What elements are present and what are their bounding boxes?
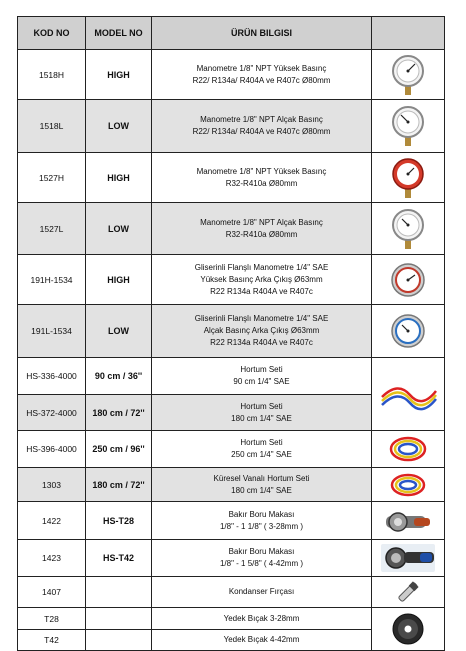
info-cell [152,50,372,100]
table-row [18,203,445,255]
image-cell [372,358,445,431]
info-line: Hortum Seti [240,438,283,447]
model-cell [86,608,152,630]
info-line: Gliserinli Flanşlı Manometre 1/4" SAE [194,262,329,272]
model-cell: 250 cm / 96'' [86,431,152,468]
image-cell [372,100,445,153]
model-cell [86,630,152,651]
info-line: Yedek Bıçak 3-28mm [223,613,300,623]
kod-cell: 1518L [18,100,86,153]
kod-cell: 1303 [18,468,86,502]
image-cell [372,153,445,203]
table-row [18,431,445,468]
image-cell [372,255,445,305]
info-line: Alçak Basınç Arka Çıkış Ø63mm [203,326,320,335]
info-line: Manometre 1/8" NPT Alçak Basınç [200,115,323,124]
info-line: Yüksek Basınç Arka Çıkış Ø63mm [200,274,323,284]
hose-coil-icon [372,434,444,464]
fin-comb-brush-icon [372,579,444,605]
hose-coil-valve-icon [372,471,444,499]
info-cell [152,305,372,358]
header-image [372,17,445,50]
white-gauge-icon [372,54,444,96]
info-line: Hortum Seti [240,365,283,374]
kod-cell: 191H-1534 [18,255,86,305]
table-row [18,153,445,203]
image-cell [372,203,445,255]
model-cell: HS-T28 [86,502,152,540]
pipe-cutter-large-icon [372,543,444,573]
table-row [18,100,445,153]
info-line: Hortum Seti [240,401,283,411]
model-cell [86,577,152,608]
model-cell: 90 cm / 36'' [86,358,152,395]
spare-blade-icon [372,611,444,647]
blue-flange-gauge-icon [372,313,444,349]
table-row [18,502,445,540]
image-cell [372,50,445,100]
table-row [18,577,445,608]
kod-cell: 1518H [18,50,86,100]
info-line: Gliserinli Flanşlı Manometre 1/4" SAE [194,314,329,323]
red-flange-gauge-icon [372,262,444,298]
info-line: R22/ R134a/ R404A ve R407c Ø80mm [192,75,331,85]
info-line: 180 cm 1/4" SAE [231,413,292,423]
image-cell [372,540,445,577]
info-line: Bakır Boru Makası [228,547,295,556]
red-gauge-icon [372,157,444,199]
info-line: R22/ R134a/ R404A ve R407c Ø80mm [192,127,331,136]
header-info: ÜRÜN BILGISI [152,17,372,50]
info-cell [152,540,372,577]
image-cell [372,502,445,540]
info-cell [152,502,372,540]
header-model: MODEL NO [86,17,152,50]
image-cell [372,468,445,502]
model-cell: 180 cm / 72'' [86,395,152,431]
kod-cell: 191L-1534 [18,305,86,358]
model-cell: HIGH [86,50,152,100]
info-line: Manometre 1/8" NPT Yüksek Basınç [196,63,327,73]
info-cell [152,395,372,431]
header-kod: KOD NO [18,17,86,50]
product-table [17,16,445,651]
kod-cell: T28 [18,608,86,630]
info-cell [152,468,372,502]
info-line: R22 R134a R404A ve R407c [210,286,313,296]
kod-cell: 1527L [18,203,86,255]
info-line: 1/8" - 1 5/8" ( 4-42mm ) [219,559,304,568]
info-line: 250 cm 1/4" SAE [231,450,292,459]
kod-cell: HS-372-4000 [18,395,86,431]
info-cell [152,608,372,630]
image-cell [372,305,445,358]
info-line: Kondanser Fırçası [228,587,295,596]
white-gauge-icon [372,208,444,250]
kod-cell: 1527H [18,153,86,203]
table-row [18,255,445,305]
image-cell [372,431,445,468]
white-gauge-icon [372,105,444,147]
info-line: 90 cm 1/4" SAE [233,377,290,386]
info-cell [152,630,372,651]
info-line: R22 R134a R404A ve R407c [210,338,313,347]
info-cell [152,255,372,305]
info-line: Bakır Boru Makası [228,509,295,519]
info-line: Manometre 1/8" NPT Alçak Basınç [200,217,323,227]
table-row [18,608,445,630]
info-line: Küresel Vanalı Hortum Seti [213,473,310,483]
model-cell: LOW [86,203,152,255]
info-cell [152,358,372,395]
info-line: R32-R410a Ø80mm [225,229,298,239]
product-table-wrapper [17,16,445,651]
info-cell [152,153,372,203]
model-cell: HIGH [86,153,152,203]
kod-cell: T42 [18,630,86,651]
info-cell [152,100,372,153]
info-line: Yedek Bıçak 4-42mm [223,635,300,644]
image-cell [372,577,445,608]
model-cell: HS-T42 [86,540,152,577]
table-row [18,468,445,502]
info-cell [152,203,372,255]
model-cell: LOW [86,100,152,153]
info-line: Manometre 1/8" NPT Yüksek Basınç [196,166,327,176]
table-row [18,358,445,395]
hose-set-icon [372,377,444,411]
info-line: 180 cm 1/4" SAE [231,485,292,495]
info-cell [152,577,372,608]
model-cell: HIGH [86,255,152,305]
info-line: R32-R410a Ø80mm [225,178,298,188]
kod-cell: 1423 [18,540,86,577]
kod-cell: 1407 [18,577,86,608]
pipe-cutter-icon [372,506,444,536]
header-row [18,17,445,50]
model-cell: LOW [86,305,152,358]
kod-cell: HS-396-4000 [18,431,86,468]
info-cell [152,431,372,468]
model-cell: 180 cm / 72'' [86,468,152,502]
table-row [18,305,445,358]
info-line: 1/8" - 1 1/8" ( 3-28mm ) [219,521,304,531]
kod-cell: 1422 [18,502,86,540]
image-cell [372,608,445,651]
kod-cell: HS-336-4000 [18,358,86,395]
table-row [18,50,445,100]
table-row [18,540,445,577]
